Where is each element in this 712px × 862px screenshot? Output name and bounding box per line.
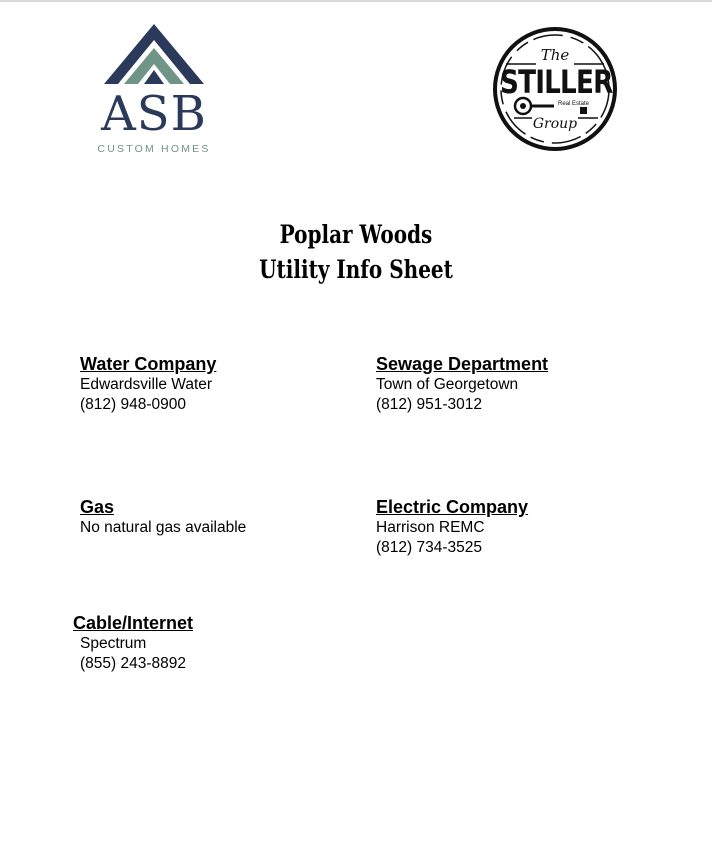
sewage-phone: (812) 951-3012 <box>376 396 482 413</box>
cable-provider: Spectrum <box>80 635 147 652</box>
water-company-phone: (812) 948-0900 <box>80 396 186 413</box>
water-company-section <box>80 353 216 415</box>
page-top-border <box>0 0 712 2</box>
stiller-bottom-word: Group <box>532 116 578 132</box>
gas-heading: Gas <box>80 497 115 517</box>
electric-provider: Harrison REMC <box>376 519 485 536</box>
cable-internet-heading: Cable/Internet <box>73 613 194 633</box>
water-company-name: Edwardsville Water <box>80 376 213 393</box>
cable-phone: (855) 243-8892 <box>80 655 186 672</box>
stiller-logo <box>488 22 622 156</box>
asb-logo <box>74 20 234 160</box>
water-company-heading: Water Company <box>80 354 217 374</box>
asb-logo-tagline: CUSTOM HOMES <box>97 143 211 155</box>
document-title: Poplar Woods <box>279 220 433 249</box>
stiller-top-word: The <box>540 46 570 64</box>
gas-note: No natural gas available <box>80 519 247 536</box>
sewage-provider: Town of Georgetown <box>376 376 519 393</box>
cable-internet-section <box>73 612 193 674</box>
electric-section <box>376 496 528 558</box>
stiller-name: STILLER <box>500 63 613 101</box>
gas-section <box>80 496 246 538</box>
electric-phone: (812) 734-3525 <box>376 539 482 556</box>
electric-heading: Electric Company <box>376 497 529 517</box>
stiller-badge: Real Estate <box>558 101 590 107</box>
asb-logo-name: ASB <box>101 86 207 142</box>
document-subtitle: Utility Info Sheet <box>259 255 453 284</box>
sewage-heading: Sewage Department <box>376 354 549 374</box>
sewage-section <box>376 353 548 415</box>
